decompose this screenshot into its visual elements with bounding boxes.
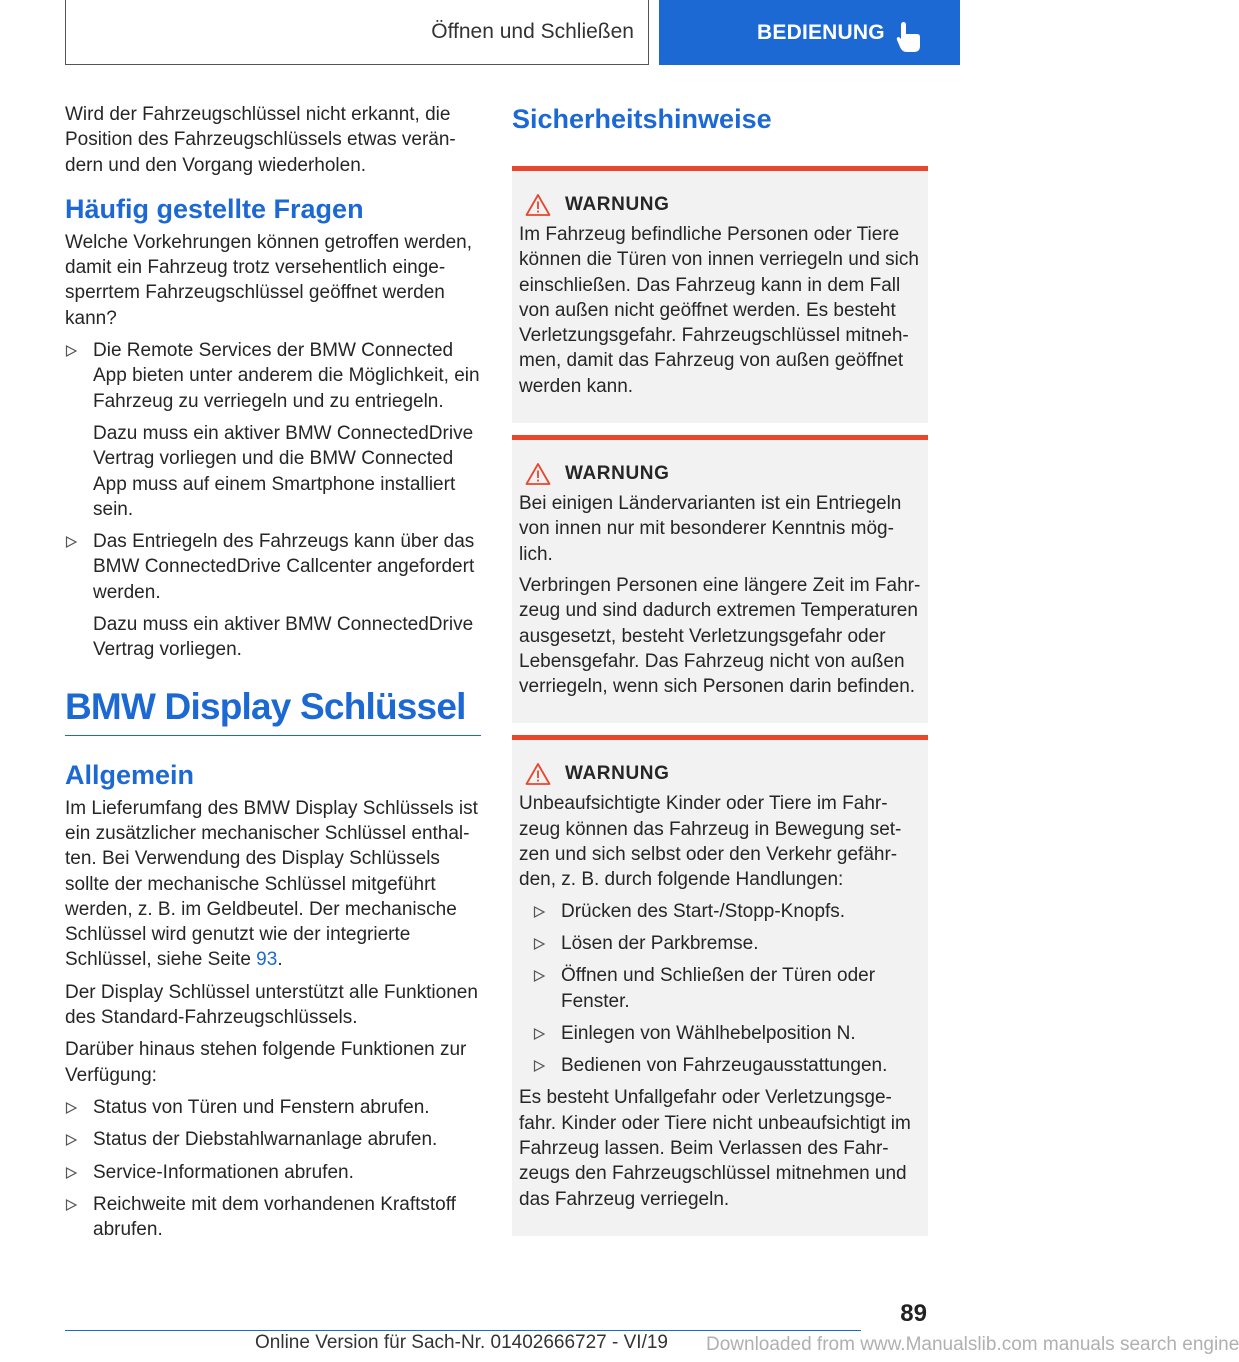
online-version-text: Online Version für Sach-Nr. 01402666727 - VI/19 — [255, 1332, 668, 1353]
chapter-title: BEDIENUNG — [757, 20, 885, 44]
section-title — [65, 0, 649, 65]
list-item-text: Status der Diebstahlwarnanlage abrufen. — [93, 1129, 438, 1151]
page-reference-link[interactable]: 93 — [256, 949, 278, 971]
warning-box — [512, 166, 928, 423]
footer-divider — [65, 1330, 861, 1331]
list-item-note: Dazu muss ein aktiver BMW ConnectedDrive Vertrag vorliegen. — [93, 614, 474, 661]
faq-heading: Häufig gestellte Fragen — [65, 193, 364, 224]
list-item-text: Lösen der Parkbremse. — [561, 932, 759, 954]
list-item-note: Dazu muss ein aktiver BMW ConnectedDrive Vertrag vorliegen und die BMW Connected App muss auf einem Smartphone installiert sein. — [93, 422, 474, 520]
list-item — [533, 963, 921, 1014]
list-item-text: Das Entriegeln des Fahrzeugs kann über das BMW ConnectedDrive Callcenter angefordert werden. — [93, 531, 475, 603]
triangle-bullet-icon — [65, 1167, 77, 1179]
section-title-text: Öffnen und Schließen — [431, 20, 634, 43]
warning-triangle-icon — [525, 462, 551, 486]
list-item-text: Einlegen von Wählhebelposition N. — [561, 1022, 856, 1044]
warning-header — [525, 193, 921, 217]
warning-title: WARNUNG — [565, 763, 670, 785]
list-item-text: Service-Informationen abrufen. — [93, 1161, 354, 1183]
intro-paragraph: Wird der Fahrzeugschlüssel nicht erkannt, die Position des Fahrzeugschlüssels etwas verändern und den Vorgang wiederholen. — [65, 104, 456, 176]
list-item-text: Status von Türen und Fenstern abrufen. — [93, 1096, 430, 1118]
left-column — [65, 102, 481, 1249]
list-item-text: Reichweite mit dem vorhandenen Kraftstoff abrufen. — [93, 1193, 456, 1241]
triangle-bullet-icon — [533, 906, 545, 918]
list-item-text: Öffnen und Schließen der Türen oder Fenster. — [561, 965, 876, 1012]
warning-box — [512, 735, 928, 1235]
triangle-bullet-icon — [65, 1134, 77, 1146]
warning-text: Es besteht Unfallgefahr oder Verletzungsgefahr. Kinder oder Tiere nicht unbeaufsichtigt im Fahrzeug lassen. Beim Verlassen des Fahrzeugs den Fahrzeugschlüssel mitnehmen und das Fahrzeug verriegeln. — [519, 1087, 911, 1210]
triangle-bullet-icon — [65, 345, 77, 357]
list-item — [65, 529, 481, 662]
functions-list — [65, 1095, 481, 1242]
watermark — [706, 1334, 1239, 1356]
triangle-bullet-icon — [533, 938, 545, 950]
watermark-text: Downloaded from www.Manualslib.com manuals search engine — [706, 1334, 1239, 1355]
general-paragraph-1-text: Im Lieferumfang des BMW Display Schlüssels ist ein zusätzlicher mechanischer Schlüssel enthalten. Bei Verwendung des Display Schlüssels sollte der mechanische Schlüssel mitgeführt werden, z. B. im Geldbeutel. Der mechanische Schlüssel wird genutzt wie der integrierte Schlüssel, siehe Seite — [65, 797, 478, 971]
faq-question: Welche Vorkehrungen können getroffen werden, damit ein Fahrzeug trotz versehentlich eingesperrtem Fahrzeugschlüssel geöffnet werden kann? — [65, 231, 473, 329]
warning-title: WARNUNG — [565, 463, 670, 485]
list-item — [65, 1192, 481, 1243]
list-item — [65, 338, 481, 522]
triangle-bullet-icon — [533, 1060, 545, 1072]
pointing-hand-icon — [896, 22, 922, 52]
warning-actions-list — [533, 899, 921, 1079]
chapter-tab[interactable] — [659, 0, 960, 65]
triangle-bullet-icon — [533, 970, 545, 982]
page-number: 89 — [900, 1300, 927, 1327]
list-item — [65, 1160, 481, 1185]
triangle-bullet-icon — [533, 1028, 545, 1040]
warning-text: Bei einigen Ländervarianten ist ein Entriegeln von innen nur mit besonderer Kenntnis möglich. — [519, 493, 902, 565]
right-column — [512, 102, 928, 1248]
warning-text: Verbringen Personen eine längere Zeit im Fahrzeug und sind dadurch extremen Temperaturen ausgesetzt, besteht Verletzungsgefahr oder Lebensgefahr. Das Fahrzeug nicht von außen verriegeln, wenn sich Personen darin befinden. — [519, 574, 921, 698]
general-paragraph-1 — [65, 796, 481, 973]
triangle-bullet-icon — [65, 536, 77, 548]
general-paragraph-3: Darüber hinaus stehen folgende Funktionen zur Verfügung: — [65, 1039, 467, 1086]
triangle-bullet-icon — [65, 1102, 77, 1114]
list-item — [533, 1021, 921, 1046]
warning-triangle-icon — [525, 193, 551, 217]
general-paragraph-1-end: . — [277, 949, 283, 971]
warning-text: Im Fahrzeug befindliche Personen oder Tiere können die Türen von innen verriegeln und sich einschließen. Das Fahrzeug kann in dem Fall von außen nicht geöffnet werden. Es besteht Verletzungsgefahr. Fahrzeugschlüssel mitnehmen, damit das Fahrzeug von außen geöffnet werden kann. — [519, 224, 919, 397]
display-key-heading: BMW Display Schlüssel — [65, 685, 481, 736]
list-item — [65, 1095, 481, 1120]
list-item — [533, 931, 921, 956]
list-item — [65, 1127, 481, 1152]
list-item — [533, 1053, 921, 1078]
triangle-bullet-icon — [65, 1199, 77, 1211]
warning-header — [525, 462, 921, 486]
safety-heading: Sicherheitshinweise — [512, 104, 772, 134]
general-paragraph-2: Der Display Schlüssel unterstützt alle Funktionen des Standard-Fahrzeugschlüssels. — [65, 981, 478, 1029]
list-item — [533, 899, 921, 924]
faq-list — [65, 338, 481, 663]
warning-triangle-icon — [525, 762, 551, 786]
warning-text: Unbeaufsichtigte Kinder oder Tiere im Fahrzeug können das Fahrzeug in Bewegung setzen und sich selbst oder den Verkehr gefährden, z. B. durch folgende Handlungen: — [519, 793, 902, 891]
warning-box — [512, 435, 928, 723]
warning-header — [525, 762, 921, 786]
list-item-text: Die Remote Services der BMW Connected App bieten unter anderem die Möglichkeit, ein Fahrzeug zu verriegeln und zu entriegeln. — [93, 340, 480, 412]
list-item-text: Bedienen von Fahrzeugausstattungen. — [561, 1055, 888, 1077]
list-item-text: Drücken des Start-/Stopp-Knopfs. — [561, 900, 846, 922]
warning-title: WARNUNG — [565, 194, 670, 215]
general-heading: Allgemein — [65, 759, 195, 790]
